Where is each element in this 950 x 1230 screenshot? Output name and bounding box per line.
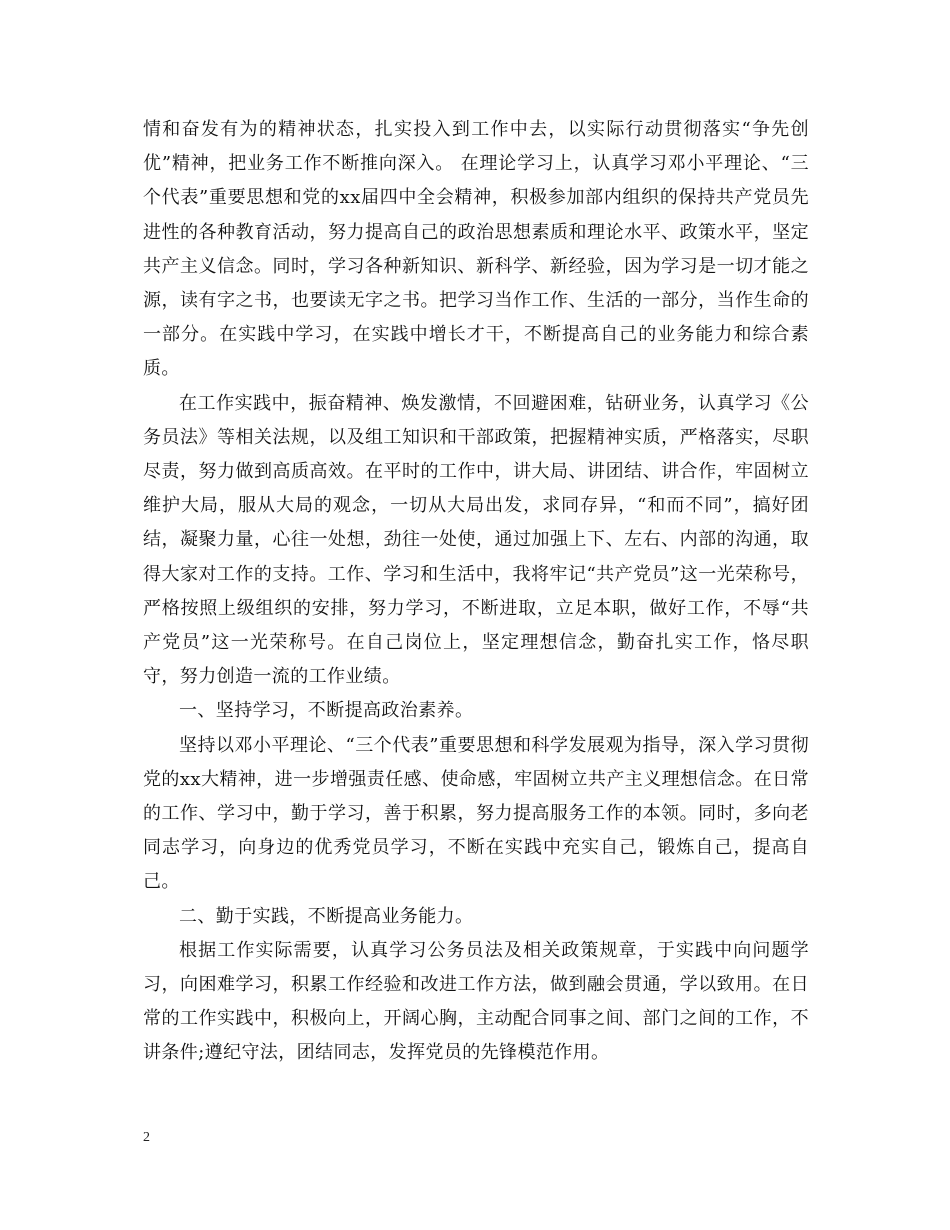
paragraph-continuation: 情和奋发有为的精神状态，扎实投入到工作中去，以实际行动贯彻落实“争先创优”精神，把业务工作不断推向深入。 在理论学习上，认真学习邓小平理论、“三个代表”重要思想和党的xx届四中全会精神，积极参加部内组织的保持共产党员先进性的各种教育活动，努力提高自己的政治思想素质和理论水平、政策水平，坚定共产主义信念。同时，学习各种新知识、新科学、新经验，因为学习是一切才能之源，读有字之书，也要读无字之书。把学习当作工作、生活的一部分，当作生命的一部分。在实践中学习，在实践中增长才干，不断提高自己的业务能力和综合素质。 [143,119,809,380]
paragraph-work-practice: 在工作实践中，振奋精神、焕发激情，不回避困难，钻研业务，认真学习《公务员法》等相关法规，以及组工知识和干部政策，把握精神实质，严格落实，尽职尽责，努力做到高质高效。在平时的工作中，讲大局、讲团结、讲合作，牢固树立维护大局，服从大局的观念，一切从大局出发，求同存异，“和而不同”，搞好团结，凝聚力量，心往一处想，劲往一处使，通过加强上下、左右、内部的沟通，取得大家对工作的支持。工作、学习和生活中，我将牢记“共产党员”这一光荣称号，严格按照上级组织的安排，努力学习，不断进取，立足本职，做好工作，不辱“共产党员”这一光荣称号。在自己岗位上，坚定理想信念，勤奋扎实工作，恪尽职守，努力创造一流的工作业绩。 [143,392,809,688]
document-body [143,113,809,1071]
section-heading-2: 二、勤于实践，不断提高业务能力。 [179,905,474,927]
paragraph-practice: 根据工作实际需要，认真学习公务员法及相关政策规章，于实践中向问题学习，向困难学习，积累工作经验和改进工作方法，做到融会贯通，学以致用。在日常的工作实践中，积极向上，开阔心胸，主动配合同事之间、部门之间的工作，不讲条件;遵纪守法，团结同志，发挥党员的先锋模范作用。 [143,939,809,1064]
page-number: 2 [143,1130,150,1145]
section-heading-1: 一、坚持学习，不断提高政治素养。 [179,700,474,722]
paragraph-study: 坚持以邓小平理论、“三个代表”重要思想和科学发展观为指导，深入学习贯彻党的xx大精神，进一步增强责任感、使命感，牢固树立共产主义理想信念。在日常的工作、学习中，勤于学习，善于积累，努力提高服务工作的本领。同时，多向老同志学习，向身边的优秀党员学习，不断在实践中充实自己，锻炼自己，提高自己。 [143,734,809,893]
